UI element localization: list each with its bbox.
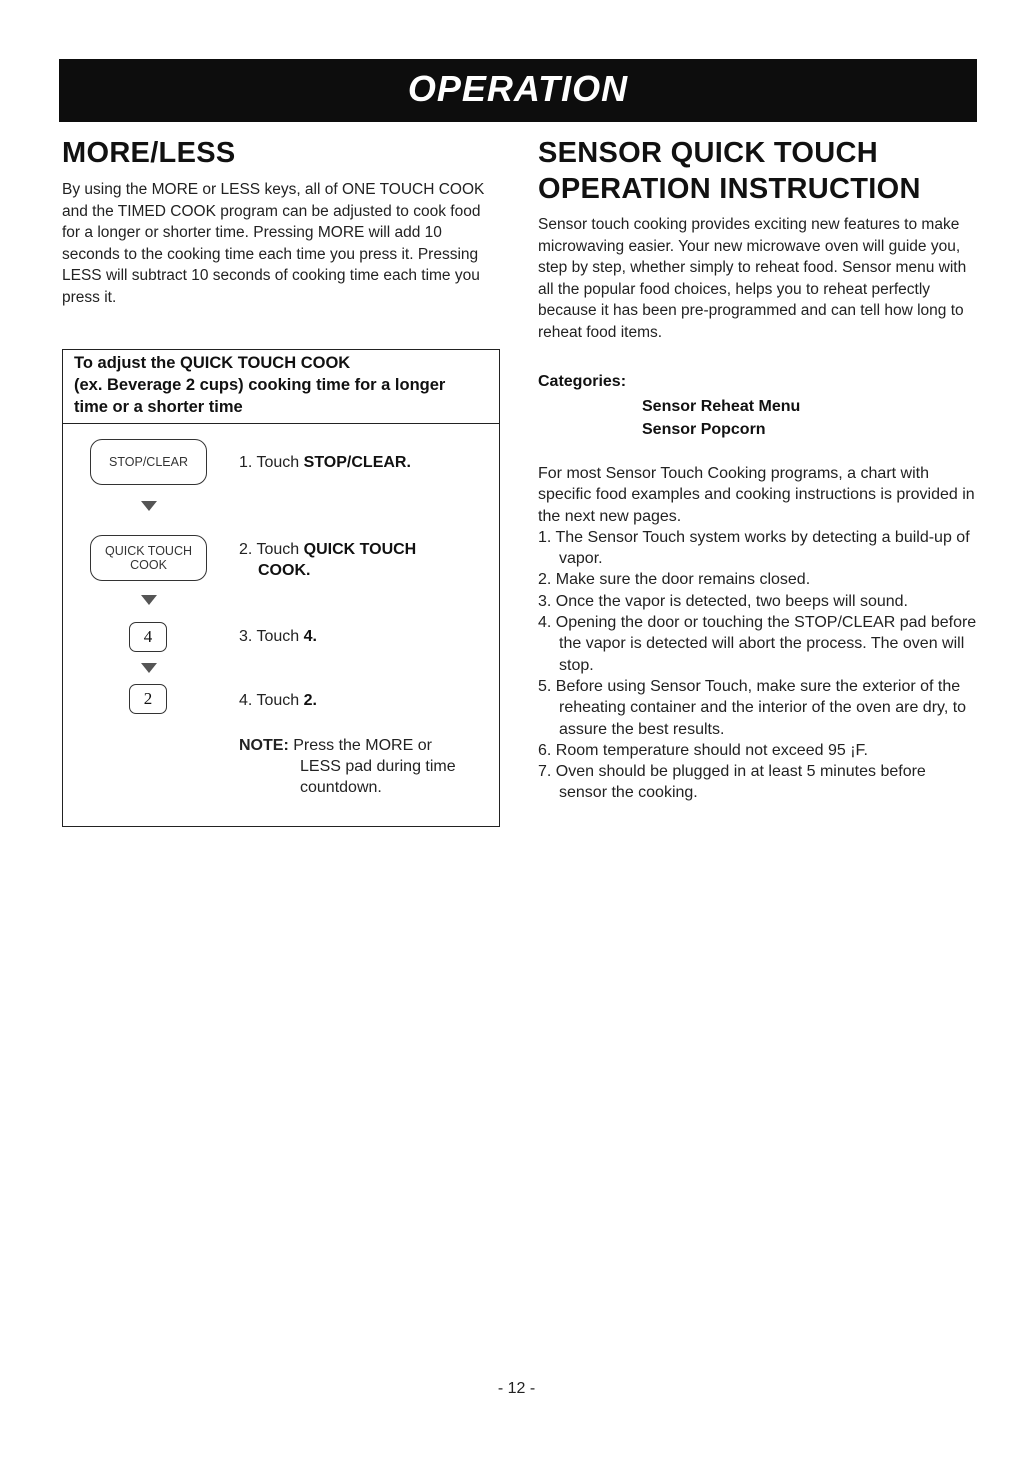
step-3: [239, 626, 317, 647]
step-1-action: STOP/CLEAR.: [303, 454, 411, 471]
number-2-key: [129, 684, 167, 714]
step-2-action-cont: COOK.: [258, 562, 311, 579]
step-2: [239, 539, 416, 581]
procedure-header-line-1: To adjust the QUICK TOUCH COOK: [74, 354, 351, 372]
step-2-prefix: 2. Touch: [239, 541, 304, 558]
down-arrow-icon: [141, 595, 157, 605]
number-4-key-label: 4: [143, 627, 153, 646]
step-4-action: 2.: [303, 692, 317, 709]
list-item: 4. Opening the door or touching the STOP/CLEAR pad before the vapor is detected will abort the process. The oven will stop.: [538, 614, 977, 674]
step-3-prefix: 3. Touch: [239, 628, 304, 645]
note-line-2: LESS pad during time: [300, 758, 456, 775]
section-banner: [59, 59, 977, 122]
note: [239, 735, 489, 798]
procedure-header-line-2: (ex. Beverage 2 cups) cooking time for a longer: [74, 376, 446, 394]
step-1-prefix: 1. Touch: [239, 454, 304, 471]
stop-clear-key: [90, 439, 207, 485]
sensor-heading-line-2: OPERATION INSTRUCTION: [538, 173, 921, 205]
categories-label: Categories:: [538, 373, 627, 390]
more-less-section: [62, 135, 502, 308]
sensor-section: [538, 135, 978, 804]
step-1: [239, 452, 411, 473]
list-item: 1. The Sensor Touch system works by detecting a build-up of vapor.: [538, 528, 970, 568]
banner-title: OPERATION: [407, 68, 629, 109]
list-item: 2. Make sure the door remains closed.: [538, 571, 811, 589]
sensor-instructions-list: [538, 527, 978, 804]
procedure-box: [62, 349, 500, 827]
number-2-key-label: 2: [143, 689, 153, 708]
list-item: 6. Room temperature should not exceed 95 ¡F.: [538, 741, 868, 759]
category-item: Sensor Reheat Menu: [642, 398, 801, 415]
more-less-heading: MORE/LESS: [62, 137, 236, 169]
list-item: 7. Oven should be plugged in at least 5 minutes before sensor the cooking.: [538, 763, 926, 802]
sensor-heading-line-1: SENSOR QUICK TOUCH: [538, 137, 879, 169]
note-line-3: countdown.: [300, 779, 382, 796]
page-number: - 12 -: [497, 1380, 536, 1397]
more-less-intro: By using the MORE or LESS keys, all of ONE TOUCH COOK and the TIMED COOK program can be adjusted to cook food for a longer or shorter time. Pressing MORE will add 10 seconds to the cooking time each time you press it. Pressing LESS will subtract 10 seconds of cooking time each time you press it.: [62, 181, 485, 306]
quick-touch-cook-key: [90, 535, 207, 581]
note-label: NOTE:: [239, 737, 289, 754]
list-item: 5. Before using Sensor Touch, make sure the exterior of the reheating container and the interior of the oven are dry, to assure the best results.: [538, 677, 967, 738]
step-4: [239, 690, 317, 711]
list-item: 3. Once the vapor is detected, two beeps will sound.: [538, 592, 908, 610]
note-line-1: Press the MORE or: [293, 737, 432, 754]
quick-touch-key-label-1: QUICK TOUCH: [104, 544, 193, 558]
sensor-intro: Sensor touch cooking provides exciting new features to make microwaving easier. Your new microwave oven will guide you, step by step, whether simply to reheat food. Sensor menu with all the popular food choices, helps you to reheat perfectly because it has been pre-programmed and can tell how long to reheat food items.: [538, 216, 967, 341]
number-4-key: [129, 622, 167, 652]
procedure-header: [63, 350, 499, 424]
categories-list: [538, 395, 978, 441]
step-4-prefix: 4. Touch: [239, 692, 304, 709]
step-3-action: 4.: [303, 628, 317, 645]
procedure-header-line-3: time or a shorter time: [74, 398, 243, 416]
down-arrow-icon: [141, 501, 157, 511]
quick-touch-key-label-2: COOK: [130, 558, 167, 572]
category-item: Sensor Popcorn: [642, 421, 766, 438]
sensor-para-2: For most Sensor Touch Cooking programs, a chart with specific food examples and cooking instructions is provided in the next new pages.: [538, 465, 975, 525]
stop-clear-key-label: STOP/CLEAR: [109, 455, 188, 469]
down-arrow-icon: [141, 663, 157, 673]
step-2-action: QUICK TOUCH: [303, 541, 417, 558]
